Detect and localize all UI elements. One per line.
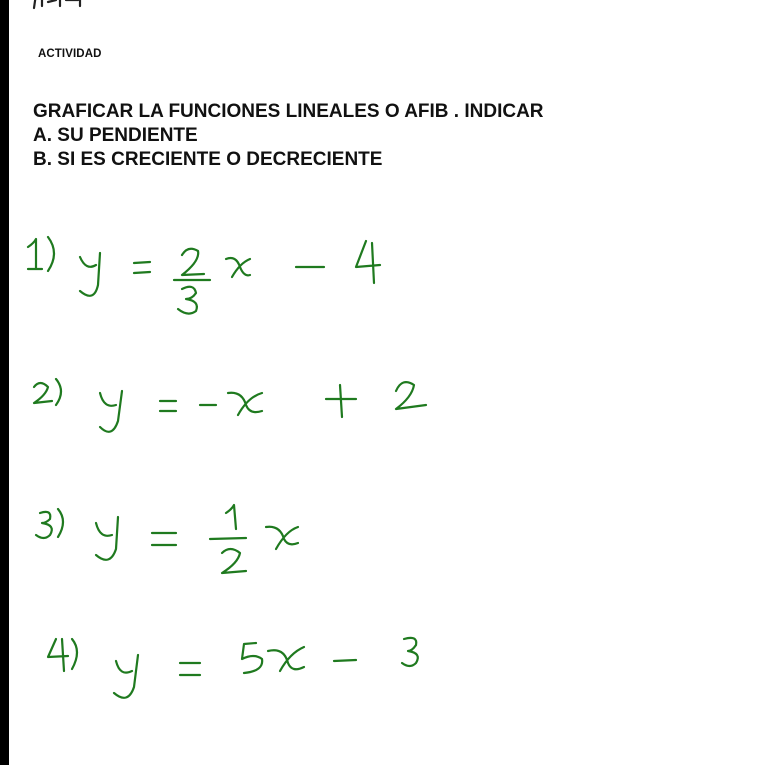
exercise-2 [0,365,773,445]
exercise-3-handwriting [0,495,773,590]
exercise-4-handwriting [0,625,773,715]
exercise-1 [0,225,773,320]
exercise-4 [0,625,773,715]
exercise-1-handwriting [0,225,773,320]
instructions-block [33,100,544,172]
exercise-2-handwriting [0,365,773,445]
instruction-line-1: GRAFICAR LA FUNCIONES LINEALES O AFIB . INDICAR [33,101,544,122]
top-handwriting-fragment [30,0,100,12]
exercise-3 [0,495,773,590]
instruction-line-3: B. SI ES CRECIENTE O DECRECIENTE [33,149,383,170]
instruction-line-2: A. SU PENDIENTE [33,125,198,146]
activity-label: ACTIVIDAD [38,48,102,60]
